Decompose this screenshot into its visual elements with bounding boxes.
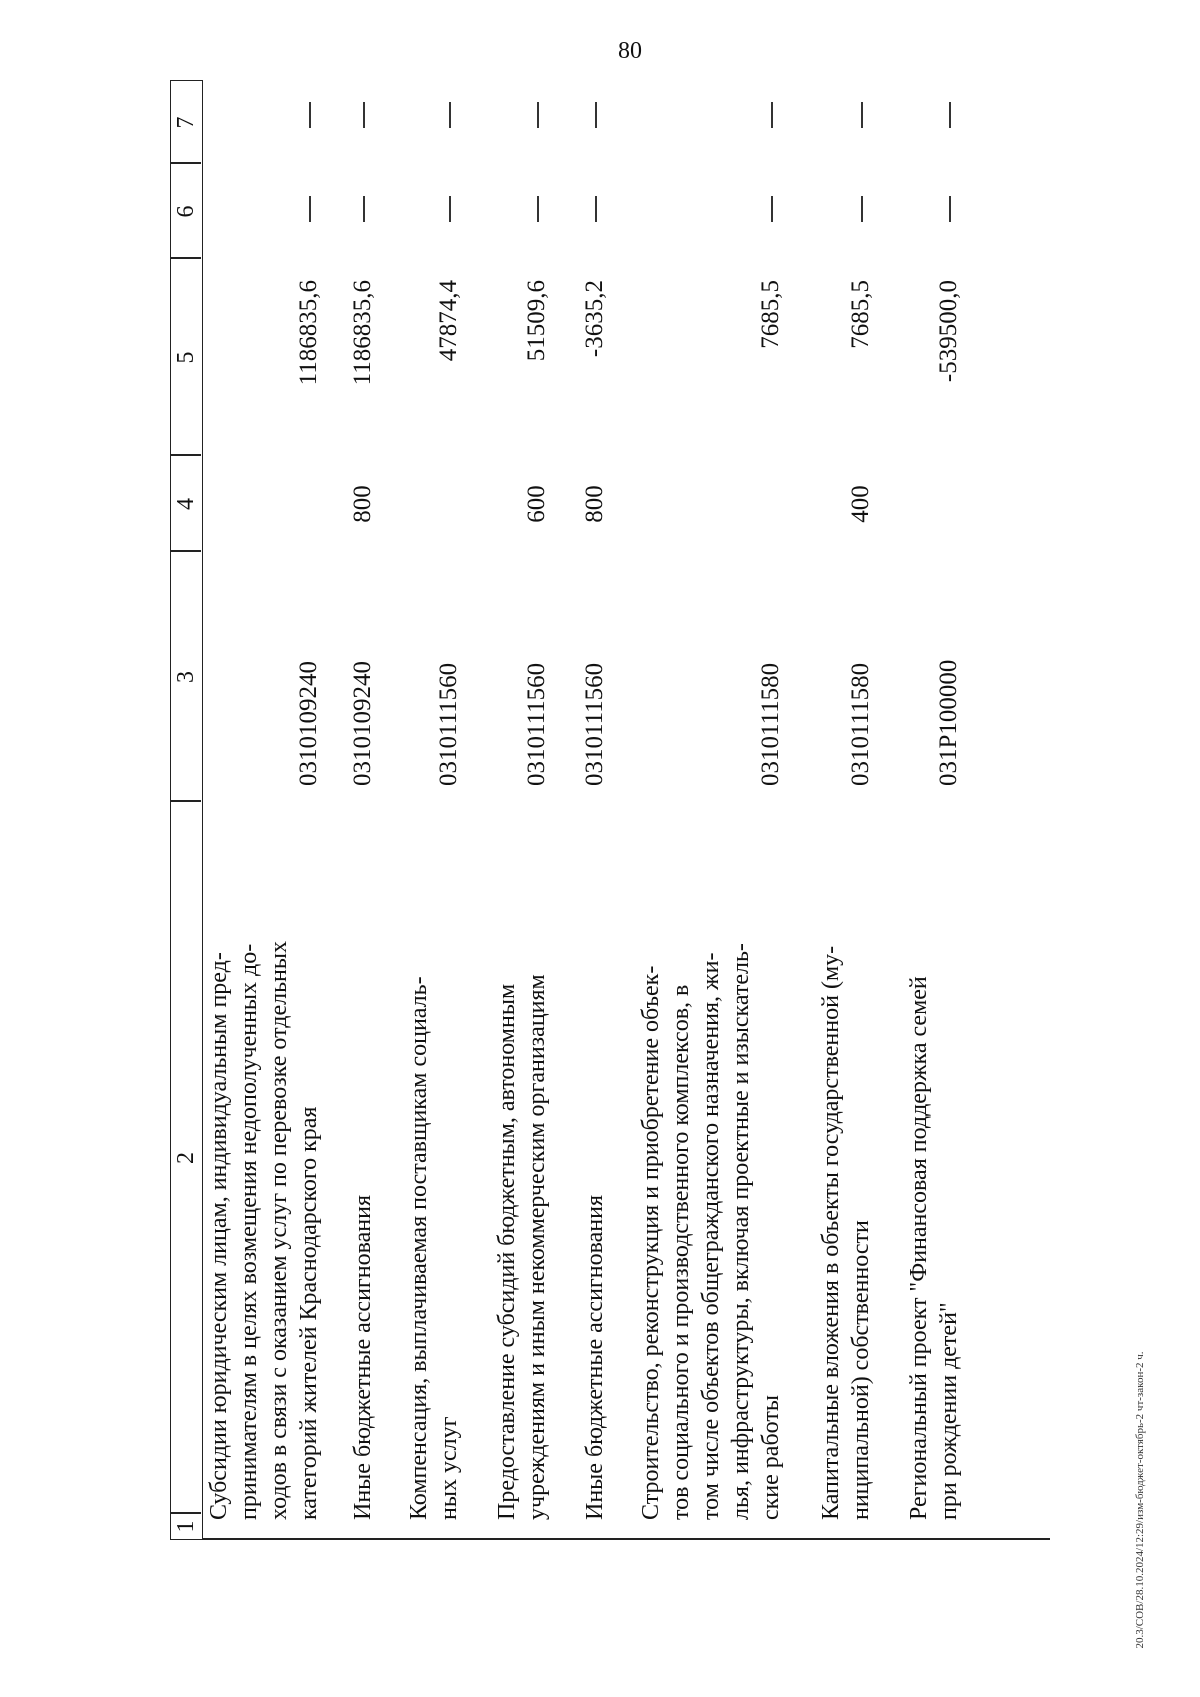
table-row — [404, 80, 466, 1540]
col6-dash — [861, 196, 863, 222]
header-col-5: 5 — [173, 351, 199, 364]
description-line: Предоставление субсидий бюджетным, автономным — [494, 983, 520, 1520]
header-col-7: 7 — [173, 116, 199, 129]
row-description — [492, 820, 552, 1520]
target-code: 0310109240 — [295, 661, 322, 786]
description-line: категорий жителей Краснодарского края — [296, 1106, 322, 1520]
target-code: 0310111580 — [847, 662, 874, 786]
amount: 7685,5 — [847, 280, 874, 349]
footer-code-text: 20.3/СОВ/28.10.2024/12:29/изм-бюджет-октябрь-2 чт-закон-2 ч. — [1134, 1351, 1146, 1649]
description-line: лья, инфраструктуры, включая проектные и изыскатель- — [728, 943, 754, 1520]
expense-group: 800 — [581, 485, 608, 523]
col6-dash — [537, 196, 539, 222]
description-line: Субсидии юридическим лицам, индивидуальным пред- — [206, 952, 232, 1520]
description-line: том числе объектов общегражданского назначения, жи- — [698, 952, 724, 1520]
target-code: 0310111580 — [757, 662, 784, 786]
table-header-row — [170, 80, 203, 1540]
col7-dash — [309, 102, 311, 128]
budget-table — [170, 80, 1050, 1540]
page-number: 80 — [618, 38, 642, 64]
col6-dash — [595, 196, 597, 222]
description-line: Иные бюджетные ассигнования — [582, 1195, 608, 1520]
amount: 51509,6 — [523, 280, 550, 362]
col7-dash — [861, 102, 863, 128]
description-line: учреждениям и иным некоммерческим организациям — [524, 974, 550, 1520]
expense-group: 400 — [847, 485, 874, 523]
description-line: ские работы — [758, 1395, 784, 1520]
description-line: ных услуг — [436, 1416, 462, 1520]
amount: 47874,4 — [435, 280, 462, 362]
amount: -539500,0 — [935, 280, 962, 383]
expense-group: 800 — [349, 485, 376, 523]
header-col-1: 1 — [173, 1520, 199, 1533]
col7-dash — [595, 102, 597, 128]
table-row — [636, 80, 788, 1540]
description-line: Региональный проект "Финансовая поддержка семей — [906, 976, 932, 1520]
col6-dash — [449, 196, 451, 222]
col6-dash — [949, 196, 951, 222]
row-description — [580, 820, 610, 1520]
table-row — [580, 80, 612, 1540]
col6-dash — [771, 196, 773, 222]
row-description — [816, 820, 876, 1520]
col6-dash — [363, 196, 365, 222]
col7-dash — [537, 102, 539, 128]
amount: 1186835,6 — [295, 280, 322, 386]
description-line: Компенсация, выплачиваемая поставщикам социаль- — [406, 976, 432, 1520]
col7-dash — [949, 102, 951, 128]
col6-dash — [309, 196, 311, 222]
description-line: Иные бюджетные ассигнования — [350, 1195, 376, 1520]
description-line: ниципальной) собственности — [848, 1220, 874, 1520]
amount: -3635,2 — [581, 280, 608, 358]
description-line: тов социального и производственного комплексов, в — [668, 984, 694, 1520]
row-description — [404, 820, 464, 1520]
table-row — [492, 80, 554, 1540]
col7-dash — [449, 102, 451, 128]
footer-code — [1134, 1351, 1146, 1649]
amount: 7685,5 — [757, 280, 784, 349]
target-code: 0310111560 — [581, 662, 608, 786]
target-code: 031Р100000 — [935, 659, 962, 786]
target-code: 0310111560 — [523, 662, 550, 786]
amount: 1186835,6 — [349, 280, 376, 386]
description-line: принимателям в целях возмещения недополученных до- — [236, 943, 262, 1520]
col7-dash — [363, 102, 365, 128]
target-code: 0310109240 — [349, 661, 376, 786]
header-col-2: 2 — [173, 1152, 199, 1164]
header-col-6: 6 — [173, 205, 199, 218]
table-row — [904, 80, 966, 1540]
description-line: Капитальные вложения в объекты государственной (му- — [818, 945, 844, 1520]
expense-group: 600 — [523, 485, 550, 523]
target-code: 0310111560 — [435, 662, 462, 786]
description-line: Строительство, реконструкция и приобретение объек- — [638, 965, 664, 1520]
row-description — [348, 820, 378, 1520]
header-col-4: 4 — [173, 498, 199, 510]
row-description — [204, 820, 324, 1520]
table-row — [204, 80, 326, 1540]
table-row — [348, 80, 380, 1540]
col7-dash — [771, 102, 773, 128]
row-description — [636, 820, 786, 1520]
rotated-table-area — [170, 80, 1050, 1540]
description-line: при рождении детей" — [936, 1302, 962, 1520]
header-col-3: 3 — [173, 671, 199, 683]
description-line: ходов в связи с оказанием услуг по перевозке отдельных — [266, 941, 292, 1520]
row-description — [904, 820, 964, 1520]
table-row — [816, 80, 878, 1540]
